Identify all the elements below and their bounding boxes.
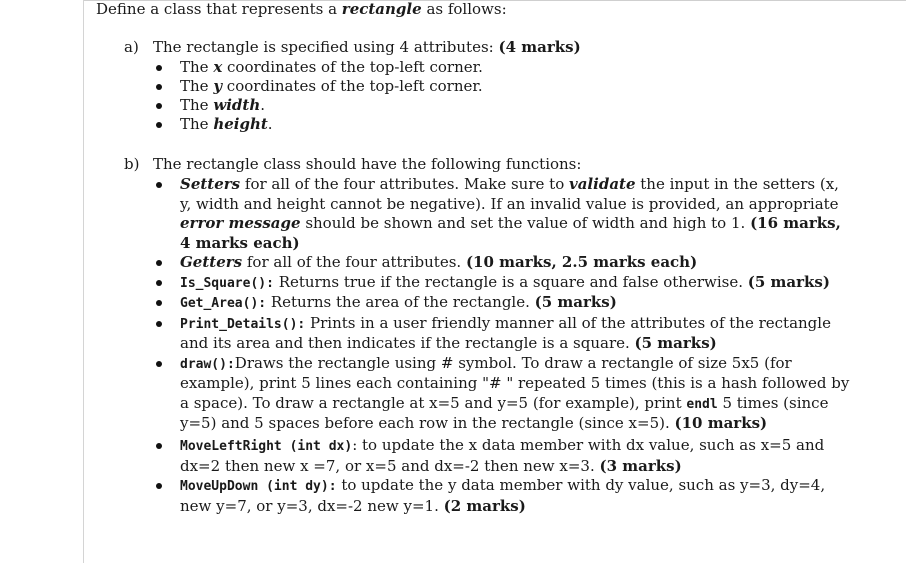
item-text: coordinates of the top-left corner. (222, 77, 483, 95)
marks: (5 marks) (747, 272, 830, 291)
part-b-heading (124, 155, 581, 173)
item-text: Prints in a user friendly manner all of the attributes of the rectangle and its area and then indicates if the rectangle is a square. (180, 313, 831, 352)
list-item (152, 175, 852, 253)
list-item (152, 96, 852, 115)
validate-term: validate (569, 175, 636, 193)
marks: (10 marks) (674, 414, 768, 432)
setters-term: Setters (180, 175, 241, 193)
item-text: . (267, 115, 273, 133)
error-term: error message (180, 214, 301, 232)
marks: (16 marks, 4 marks each) (180, 214, 841, 252)
item-text: the input in the setters (x, y, width and height cannot be negative). If an invalid value is provided, an appropriate (180, 175, 839, 213)
list-item (152, 115, 852, 134)
part-b-list-2 (152, 436, 852, 516)
left-border (83, 0, 84, 563)
intro-line (96, 0, 507, 18)
list-item (152, 77, 852, 96)
code-term: MoveUpDown (int dy): (180, 479, 337, 494)
item-text: The (180, 77, 214, 95)
list-item (152, 253, 852, 273)
item-text: for all of the four attributes. (242, 253, 466, 271)
item-text: coordinates of the top-left corner. (222, 58, 483, 76)
part-b-text: The rectangle class should have the following functions: (153, 155, 582, 173)
endl-code: endl (686, 396, 718, 412)
marks: (10 marks, 2.5 marks each) (465, 253, 698, 271)
item-emph: y (213, 77, 223, 95)
item-emph: height (213, 115, 268, 133)
part-a-label: a) (124, 38, 139, 56)
part-b-label: b) (124, 155, 140, 173)
code-term: Print_Details(): (180, 316, 306, 332)
part-a-marks: (4 marks) (498, 38, 581, 56)
list-item (152, 436, 852, 476)
item-text: . (260, 96, 266, 114)
item-text: should be shown and set the value of width and high to 1. (300, 214, 751, 232)
code-term: MoveLeftRight (int dx) (180, 439, 353, 454)
item-text: Returns the area of the rectangle. (266, 293, 535, 311)
part-a-heading (124, 38, 581, 56)
item-text: for all of the four attributes. Make sure to (240, 175, 569, 193)
item-text: Draws the rectangle using # symbol. To draw a rectangle of size 5x5 (for example), print 5 lines each containing "# " repeated 5 times (this is a hash followed by a space). To draw a rectangle at x=5 and y=5 (for example), print (180, 353, 850, 412)
list-item (152, 476, 852, 516)
code-term: Get_Area(): (180, 296, 267, 311)
list-item (152, 354, 852, 434)
list-item (152, 293, 852, 314)
marks: (2 marks) (443, 496, 526, 515)
item-text: The (180, 115, 214, 133)
item-text: Returns true if the rectangle is a square and false otherwise. (273, 272, 748, 291)
marks: (5 marks) (534, 293, 617, 311)
item-text: to update the y data member with dy value, such as y=3, dy=4, new y=7, or y=3, dx=-2 new y=1. (180, 476, 826, 515)
item-text: The (180, 58, 214, 76)
code-term: draw(): (180, 356, 235, 372)
list-item (152, 273, 852, 294)
intro-suffix: as follows: (421, 0, 507, 18)
part-a-list (152, 58, 852, 134)
item-text: The (180, 96, 214, 114)
intro-emph: rectangle (341, 0, 422, 18)
part-a-text: The rectangle is specified using 4 attributes: (153, 38, 499, 56)
marks: (3 marks) (599, 456, 682, 475)
code-term: Is_Square(): (180, 275, 274, 291)
item-emph: width (213, 96, 261, 114)
item-text: 5 times (since y=5) and 5 spaces before each row in the rectangle (since x=5). (180, 393, 829, 432)
intro-prefix: Define a class that represents a (96, 0, 342, 18)
marks: (5 marks) (634, 334, 717, 352)
item-text: : to update the x data member with dx value, such as x=5 and dx=2 then new x =7, or x=5 and dx=-2 then new x=3. (180, 436, 825, 475)
list-item (152, 58, 852, 77)
part-b-list (152, 175, 852, 434)
item-emph: x (213, 58, 223, 76)
getters-term: Getters (180, 253, 243, 271)
list-item (152, 314, 852, 354)
